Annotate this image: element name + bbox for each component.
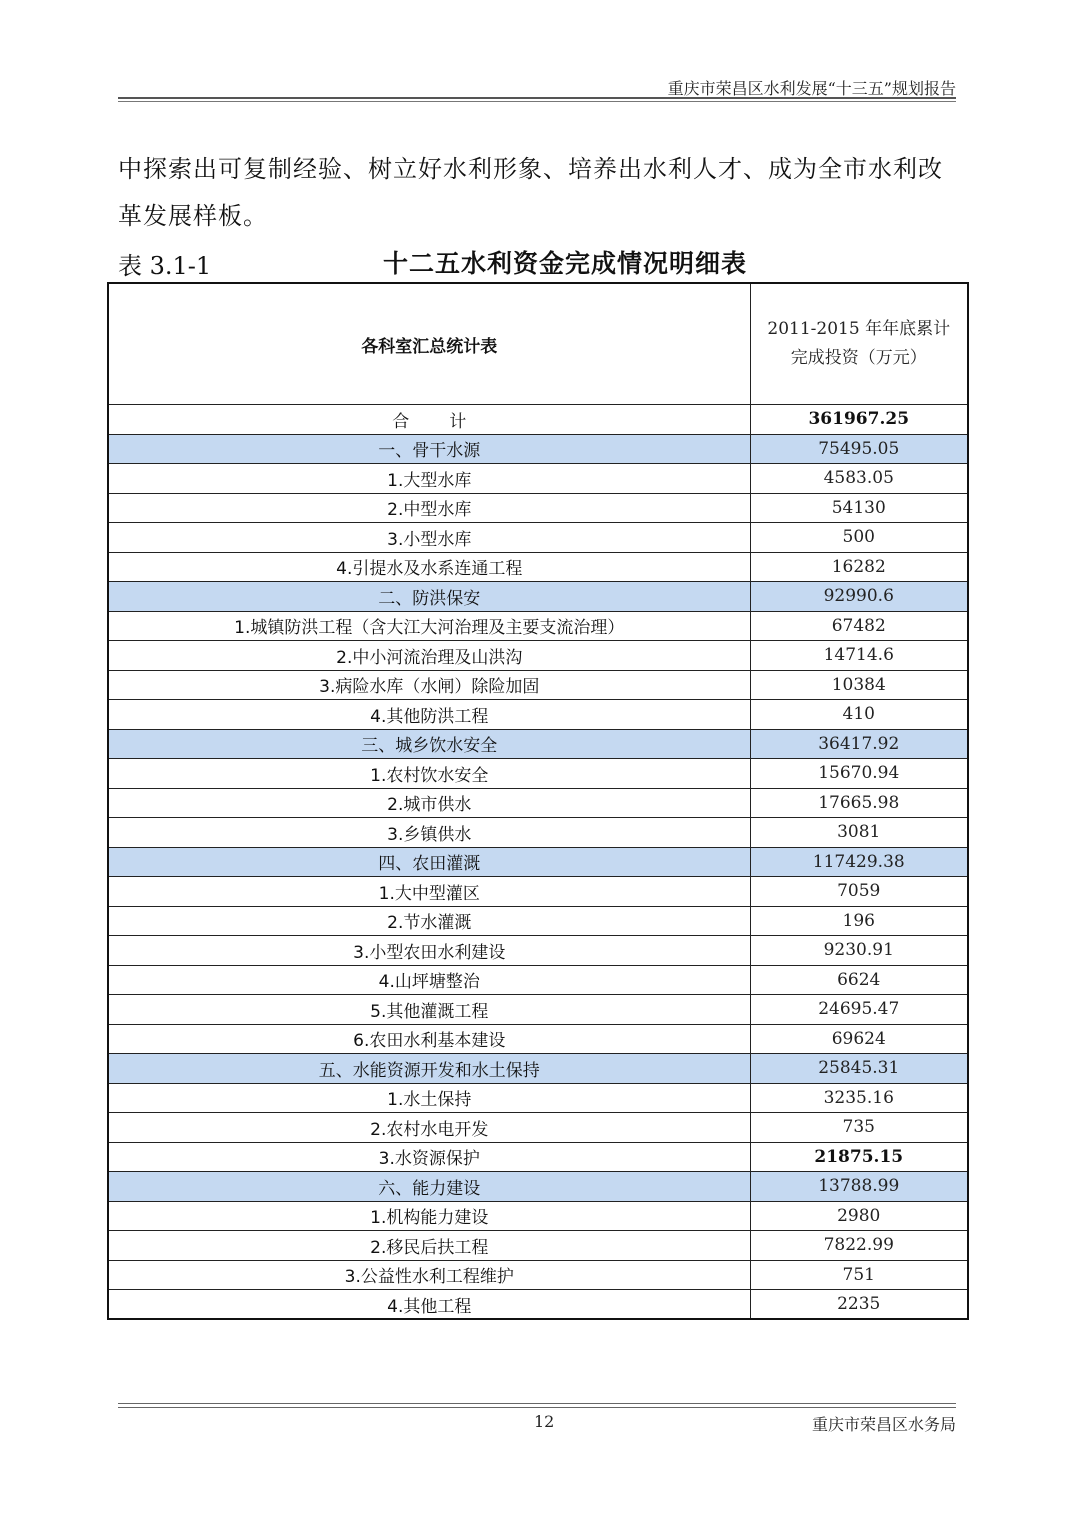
table-row [108,788,968,818]
row-item-name: 合计 [108,405,750,435]
footer-divider-thin [118,1407,956,1408]
row-investment-value: 69624 [750,1024,968,1054]
header-item-column: 各科室汇总统计表 [108,283,750,405]
row-item-name: 1.机构能力建设 [108,1201,750,1231]
footer-organization: 重庆市荣昌区水务局 [811,1415,956,1434]
row-investment-value: 2980 [750,1201,968,1231]
row-investment-value: 500 [750,523,968,553]
row-item-name: 2.节水灌溉 [108,906,750,936]
row-investment-value: 117429.38 [750,847,968,877]
row-investment-value: 92990.6 [750,582,968,612]
row-investment-value: 15670.94 [750,759,968,789]
table-row [108,641,968,671]
row-investment-value: 16282 [750,552,968,582]
row-investment-value: 21875.15 [750,1142,968,1172]
row-item-name: 3.小型农田水利建设 [108,936,750,966]
header-divider-thin [118,101,956,102]
row-item-name: 二、防洪保安 [108,582,750,612]
row-item-name: 4.其他防洪工程 [108,700,750,730]
row-item-name: 5.其他灌溉工程 [108,995,750,1025]
row-investment-value: 14714.6 [750,641,968,671]
table-row [108,493,968,523]
row-investment-value: 410 [750,700,968,730]
row-investment-value: 3081 [750,818,968,848]
total-row [108,405,968,435]
header-investment-line1: 2011-2015 年年底累计 [767,319,951,339]
table-row [108,1024,968,1054]
table-row [108,906,968,936]
row-item-name: 3.水资源保护 [108,1142,750,1172]
table-caption [118,242,958,280]
table-row [108,1201,968,1231]
row-investment-value: 2235 [750,1290,968,1320]
table-row [108,1260,968,1290]
header-investment-line2: 完成投资（万元） [790,348,927,368]
row-investment-value: 36417.92 [750,729,968,759]
row-investment-value: 4583.05 [750,464,968,494]
row-item-name: 4.山坪塘整治 [108,965,750,995]
table-body [108,405,968,1320]
row-item-name: 4.其他工程 [108,1290,750,1320]
row-item-name: 3.公益性水利工程维护 [108,1260,750,1290]
row-item-name: 3.乡镇供水 [108,818,750,848]
row-item-name: 2.中型水库 [108,493,750,523]
row-investment-value: 196 [750,906,968,936]
row-item-name: 2.城市供水 [108,788,750,818]
row-item-name: 6.农田水利基本建设 [108,1024,750,1054]
row-item-name: 六、能力建设 [108,1172,750,1202]
category-row [108,729,968,759]
table-row [108,1231,968,1261]
table-row [108,1083,968,1113]
category-row [108,582,968,612]
row-item-name: 1.大型水库 [108,464,750,494]
row-item-name: 三、城乡饮水安全 [108,729,750,759]
row-item-name: 2.中小河流治理及山洪沟 [108,641,750,671]
category-row [108,1172,968,1202]
table-row [108,552,968,582]
table-row [108,1113,968,1143]
row-item-name: 1.水土保持 [108,1083,750,1113]
page-number: 12 [534,1412,555,1431]
row-investment-value: 25845.31 [750,1054,968,1084]
table-row [108,670,968,700]
report-header-title: 重庆市荣昌区水利发展“十三五”规划报告 [667,79,956,98]
row-investment-value: 17665.98 [750,788,968,818]
row-item-name: 四、农田灌溉 [108,847,750,877]
row-investment-value: 10384 [750,670,968,700]
table-number: 表 3.1-1 [118,252,212,280]
table-row [108,700,968,730]
table-row [108,523,968,553]
row-investment-value: 7822.99 [750,1231,968,1261]
funding-detail-table [107,282,969,1320]
row-item-name: 一、骨干水源 [108,434,750,464]
category-row [108,434,968,464]
table-row [108,936,968,966]
table-row [108,1142,968,1172]
row-investment-value: 24695.47 [750,995,968,1025]
row-investment-value: 7059 [750,877,968,907]
row-investment-value: 13788.99 [750,1172,968,1202]
table-row [108,995,968,1025]
row-investment-value: 735 [750,1113,968,1143]
row-investment-value: 361967.25 [750,405,968,435]
row-item-name: 1.城镇防洪工程（含大江大河治理及主要支流治理） [108,611,750,641]
row-item-name: 3.小型水库 [108,523,750,553]
table-row [108,1290,968,1320]
body-paragraph: 中探索出可复制经验、树立好水利形象、培养出水利人才、成为全市水利改革发展样板。 [118,155,943,230]
table-row [108,877,968,907]
row-investment-value: 9230.91 [750,936,968,966]
row-item-name: 五、水能资源开发和水土保持 [108,1054,750,1084]
table-row [108,464,968,494]
table-row [108,818,968,848]
table-title: 十二五水利资金完成情况明细表 [383,249,748,278]
row-investment-value: 54130 [750,493,968,523]
row-item-name: 2.移民后扶工程 [108,1231,750,1261]
row-item-name: 4.引提水及水系连通工程 [108,552,750,582]
row-item-name: 2.农村水电开发 [108,1113,750,1143]
header-divider [118,97,956,99]
row-investment-value: 3235.16 [750,1083,968,1113]
row-item-name: 3.病险水库（水闸）除险加固 [108,670,750,700]
row-investment-value: 751 [750,1260,968,1290]
category-row [108,1054,968,1084]
footer-divider [118,1403,956,1404]
category-row [108,847,968,877]
row-item-name: 1.农村饮水安全 [108,759,750,789]
header-investment-column [750,283,968,405]
row-investment-value: 6624 [750,965,968,995]
table-row [108,965,968,995]
row-investment-value: 67482 [750,611,968,641]
table-row [108,611,968,641]
table-header-row [108,283,968,405]
row-investment-value: 75495.05 [750,434,968,464]
row-item-name: 1.大中型灌区 [108,877,750,907]
table-row [108,759,968,789]
